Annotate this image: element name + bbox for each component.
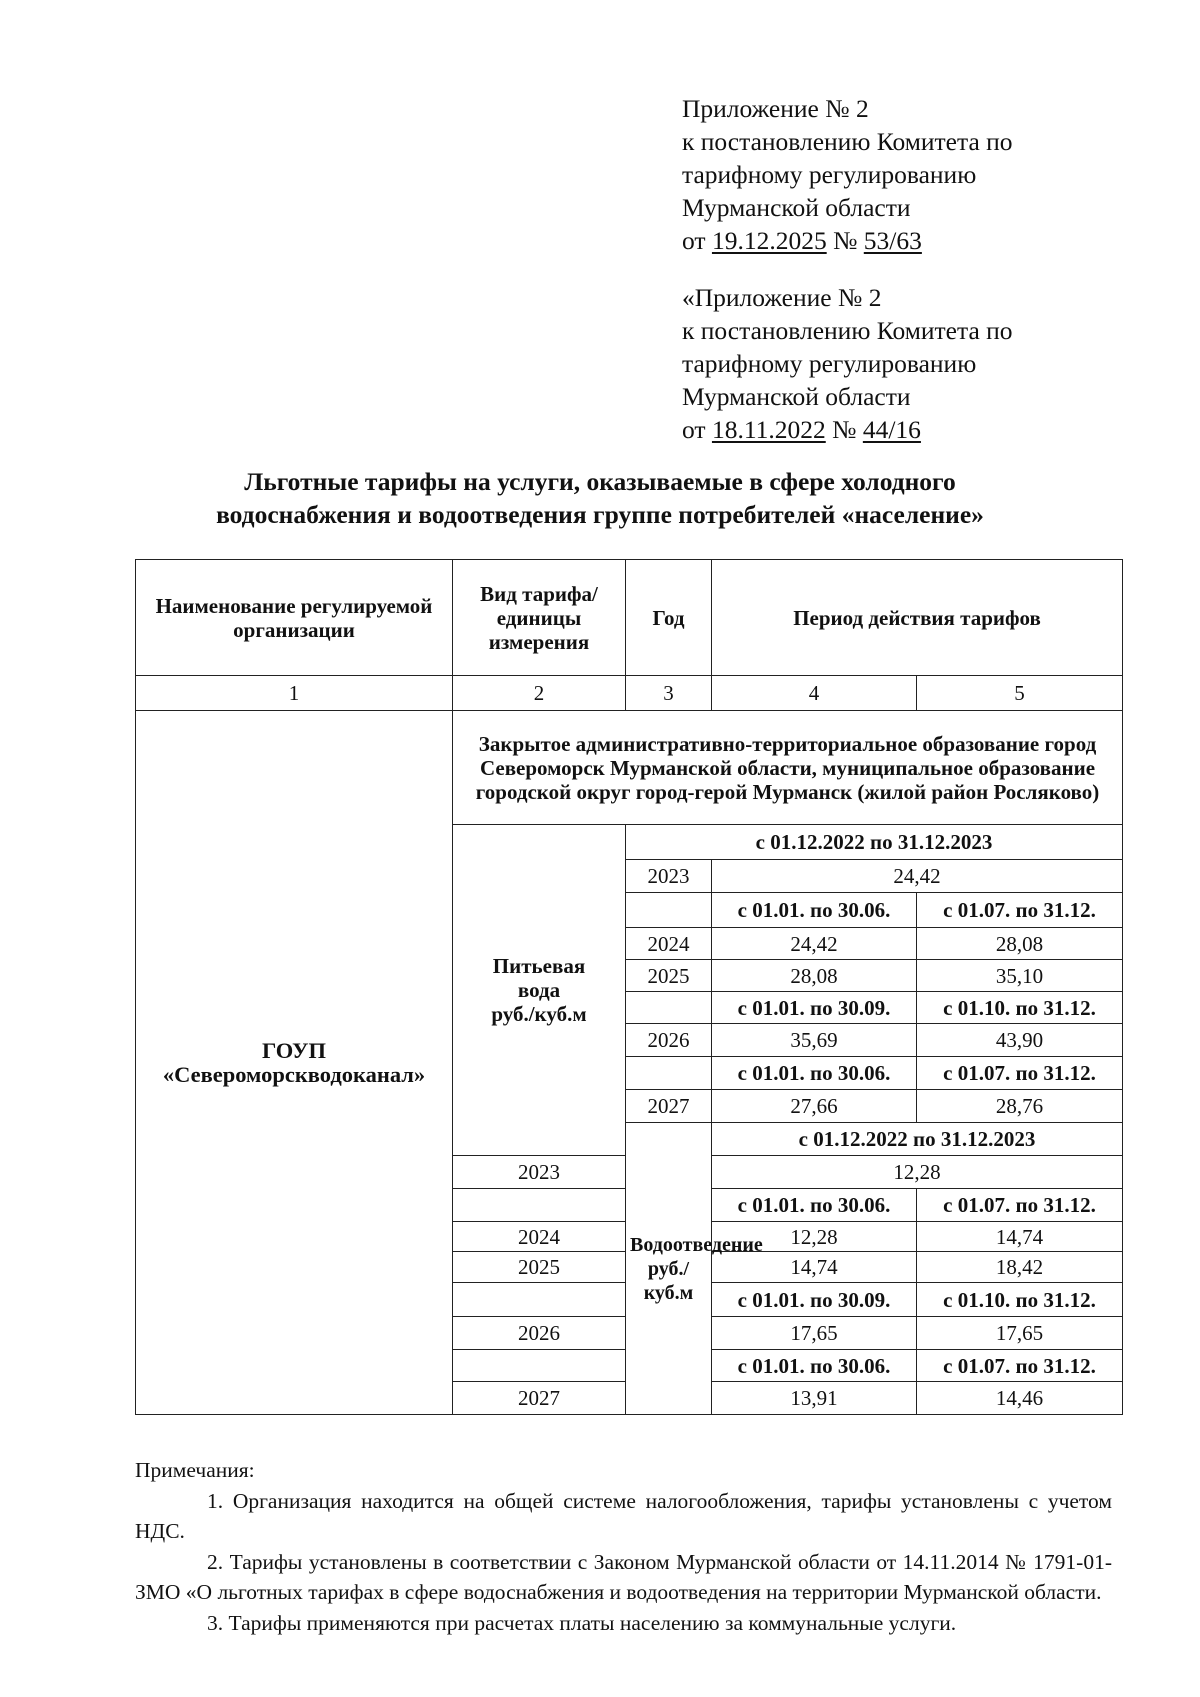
header-date-line <box>682 413 1013 446</box>
title-line: Льготные тарифы на услуги, оказываемые в сфере холодного <box>244 467 956 496</box>
number-prefix: № <box>832 415 857 444</box>
organization-name: «Североморскводоканал» <box>162 1061 426 1087</box>
organization-cell <box>136 711 453 1415</box>
tariff-value: 35,69 <box>712 1024 917 1057</box>
year-cell: 2023 <box>453 1156 626 1189</box>
note-item: 1. Организация находится на общей системе налогообложения, тарифы установлены с учетом НДС. <box>135 1488 1112 1543</box>
header-line: Мурманской области <box>682 193 911 222</box>
tariff-value: 13,91 <box>712 1382 917 1415</box>
header-line: Приложение № 2 <box>682 94 869 123</box>
period-header: с 01.12.2022 по 31.12.2023 <box>626 825 1123 860</box>
year-cell: 2026 <box>453 1317 626 1350</box>
header-line: тарифному регулированию <box>682 349 977 378</box>
tariff-value: 14,74 <box>917 1222 1123 1252</box>
tariff-value: 27,66 <box>712 1090 917 1123</box>
tariff-value: 24,42 <box>712 860 1123 893</box>
year-cell <box>453 1350 626 1382</box>
appendix-header-old <box>682 281 1013 446</box>
resolution-date: 19.12.2025 <box>711 226 827 255</box>
header-date-line <box>682 224 1013 257</box>
resolution-date: 18.11.2022 <box>711 415 826 444</box>
tariff-value: 43,90 <box>917 1024 1123 1057</box>
period-header: с 01.10. по 31.12. <box>917 992 1123 1024</box>
year-cell: 2026 <box>626 1024 712 1057</box>
date-prefix: от <box>682 226 706 255</box>
tariff-value: 12,28 <box>712 1222 917 1252</box>
period-header: с 01.07. по 31.12. <box>917 1057 1123 1090</box>
tariff-value: 14,74 <box>712 1252 917 1283</box>
header-line: к постановлению Комитета по <box>682 316 1013 345</box>
note-item: 2. Тарифы установлены в соответствии с Законом Мурманской области от 14.11.2014 № 1791-01-ЗМО «О льготных тарифах в сфере водоснабжения и водоотведения на территории Мурманской области. <box>135 1549 1112 1604</box>
number-prefix: № <box>833 226 858 255</box>
year-cell: 2025 <box>626 960 712 992</box>
note-item: 3. Тарифы применяются при расчетах платы населению за коммунальные услуги. <box>207 1610 957 1635</box>
col-number: 1 <box>136 676 453 711</box>
tariff-value: 35,10 <box>917 960 1123 992</box>
tariff-value: 24,42 <box>712 928 917 960</box>
col-number: 3 <box>626 676 712 711</box>
col-header-period: Период действия тарифов <box>712 560 1123 676</box>
period-header: с 01.12.2022 по 31.12.2023 <box>712 1123 1123 1156</box>
organization-type: ГОУП <box>261 1037 326 1063</box>
resolution-number: 53/63 <box>863 226 922 255</box>
tariff-value: 12,28 <box>712 1156 1123 1189</box>
tariff-value: 14,46 <box>917 1382 1123 1415</box>
year-cell: 2024 <box>453 1222 626 1252</box>
period-header: с 01.01. по 30.06. <box>712 893 917 928</box>
date-prefix: от <box>682 415 706 444</box>
year-cell <box>626 992 712 1024</box>
col-header-org: Наименование регулируемой организации <box>136 560 453 676</box>
year-cell <box>453 1189 626 1222</box>
header-line: тарифному регулированию <box>682 160 977 189</box>
year-cell: 2027 <box>453 1382 626 1415</box>
territory-name: Закрытое административно-территориальное образование город Североморск Мурманской области, муниципальное образование городской округ город-герой Мурманск (жилой район Росляково) <box>453 711 1123 825</box>
period-header: с 01.07. по 31.12. <box>917 893 1123 928</box>
period-header: с 01.10. по 31.12. <box>917 1283 1123 1317</box>
year-cell: 2027 <box>626 1090 712 1123</box>
period-header: с 01.07. по 31.12. <box>917 1189 1123 1222</box>
year-cell <box>453 1283 626 1317</box>
year-cell <box>626 1057 712 1090</box>
period-header: с 01.01. по 30.06. <box>712 1057 917 1090</box>
period-header: с 01.01. по 30.06. <box>712 1350 917 1382</box>
territory-row <box>136 711 1123 825</box>
table-header-row <box>136 560 1123 676</box>
water-tariff-label: Питьевая вода руб./куб.м <box>453 825 626 1156</box>
tariff-value: 18,42 <box>917 1252 1123 1283</box>
resolution-number: 44/16 <box>862 415 921 444</box>
appendix-header-new <box>682 92 1013 257</box>
col-number: 4 <box>712 676 917 711</box>
period-header: с 01.07. по 31.12. <box>917 1350 1123 1382</box>
tariff-value: 28,08 <box>712 960 917 992</box>
col-number: 2 <box>453 676 626 711</box>
header-line: к постановлению Комитета по <box>682 127 1013 156</box>
title-line: водоснабжения и водоотведения группе потребителей «население» <box>216 500 984 529</box>
tariff-value: 17,65 <box>917 1317 1123 1350</box>
period-header: с 01.01. по 30.06. <box>712 1189 917 1222</box>
tariff-value: 28,76 <box>917 1090 1123 1123</box>
header-line: Мурманской области <box>682 382 911 411</box>
col-number: 5 <box>917 676 1123 711</box>
header-line: «Приложение № 2 <box>682 283 882 312</box>
notes-section <box>135 1455 1112 1638</box>
notes-heading: Примечания: <box>135 1458 255 1482</box>
year-cell: 2025 <box>453 1252 626 1283</box>
year-cell: 2024 <box>626 928 712 960</box>
year-cell: 2023 <box>626 860 712 893</box>
tariff-value: 17,65 <box>712 1317 917 1350</box>
period-header: с 01.01. по 30.09. <box>712 992 917 1024</box>
tariff-value: 28,08 <box>917 928 1123 960</box>
tariff-table <box>135 559 1123 1415</box>
period-header: с 01.01. по 30.09. <box>712 1283 917 1317</box>
col-header-year: Год <box>626 560 712 676</box>
document-title <box>0 465 1200 531</box>
sewage-tariff-label: Водоотведение руб./куб.м <box>626 1123 712 1415</box>
column-number-row <box>136 676 1123 711</box>
year-cell <box>626 893 712 928</box>
col-header-tariff-type: Вид тарифа/единицы измерения <box>453 560 626 676</box>
